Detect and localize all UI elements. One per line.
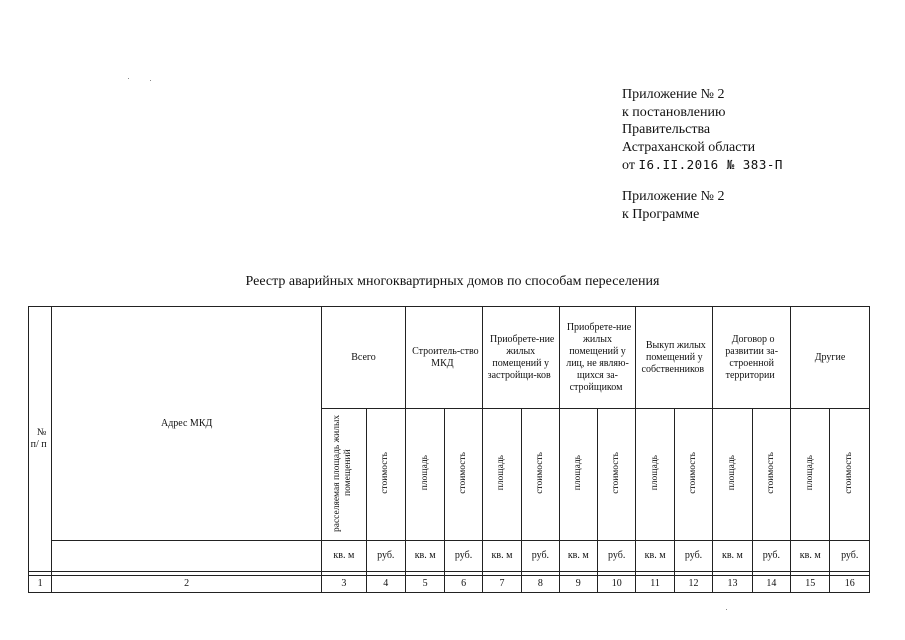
group-header: Приобрете-ние жилых помещений у лиц, не являю-щихся за-стройщиком [559, 307, 636, 409]
column-number: 1 [29, 576, 52, 593]
subheader: стоимость [366, 409, 405, 541]
col-header-number: № п/ п [29, 307, 52, 572]
subheader: стоимость [752, 409, 790, 541]
appendix-2-block [622, 188, 725, 223]
column-number-row [29, 576, 870, 593]
column-number: 8 [522, 576, 559, 593]
unit-cell: руб. [522, 541, 559, 572]
group-header: Всего [322, 307, 406, 409]
col-header-address: Адрес МКД [52, 307, 322, 541]
appendix-1-line: Правительства [622, 122, 711, 137]
appendix-2-line: к Программе [622, 206, 700, 222]
subheader: стоимость [522, 409, 559, 541]
subheader: расселяемая площадь жилых помещений [322, 409, 366, 541]
appendix-1-line: Астраханской области [622, 139, 756, 155]
column-number: 3 [322, 576, 366, 593]
appendix-1-block [622, 86, 783, 175]
subheader: площадь [713, 409, 752, 541]
unit-cell: руб. [830, 541, 870, 572]
group-header: Приобрете-ние жилых помещений у застройщи-ков [482, 307, 559, 409]
column-number: 2 [52, 576, 322, 593]
unit-cell: кв. м [559, 541, 597, 572]
header-row-groups [29, 307, 870, 409]
unit-cell: руб. [366, 541, 405, 572]
unit-cell: руб. [674, 541, 712, 572]
scan-speck [150, 80, 151, 81]
column-number: 15 [791, 576, 830, 593]
subheader: площадь [482, 409, 521, 541]
scan-speck [128, 78, 129, 79]
column-number: 16 [830, 576, 870, 593]
column-number: 11 [636, 576, 674, 593]
group-header: Выкуп жилых помещений у собственников [636, 307, 713, 409]
page-title: Реестр аварийных многоквартирных домов по способам переселения [245, 274, 660, 289]
unit-cell: кв. м [405, 541, 444, 572]
subheader: стоимость [674, 409, 712, 541]
subheader: площадь [559, 409, 597, 541]
registry-table [28, 306, 870, 593]
subheader: стоимость [830, 409, 870, 541]
appendix-1-line: Приложение № 2 [622, 87, 725, 102]
subheader: стоимость [445, 409, 482, 541]
subheader: площадь [405, 409, 444, 541]
unit-cell: кв. м [791, 541, 830, 572]
unit-cell: руб. [752, 541, 790, 572]
column-number: 10 [598, 576, 636, 593]
column-number: 12 [674, 576, 712, 593]
group-header: Строитель-ство МКД [405, 307, 482, 409]
column-number: 4 [366, 576, 405, 593]
column-number: 7 [482, 576, 521, 593]
subheader: площадь [636, 409, 674, 541]
unit-cell: руб. [445, 541, 482, 572]
group-header: Другие [791, 307, 870, 409]
unit-cell: кв. м [482, 541, 521, 572]
unit-cell: кв. м [713, 541, 752, 572]
subheader: площадь [791, 409, 830, 541]
unit-cell: кв. м [322, 541, 366, 572]
date-value: I6.II.2016 № 383-П [638, 157, 783, 172]
subheader: стоимость [598, 409, 636, 541]
header-row-units [29, 541, 870, 572]
appendix-1-date-line [622, 156, 783, 175]
appendix-1-line: к постановлению [622, 104, 726, 120]
scan-speck [726, 609, 727, 610]
column-number: 5 [405, 576, 444, 593]
appendix-2-line: Приложение № 2 [622, 189, 725, 204]
group-header: Договор о развитии за-строенной территории [713, 307, 791, 409]
unit-cell: кв. м [636, 541, 674, 572]
column-number: 13 [713, 576, 752, 593]
date-prefix: от [622, 158, 635, 173]
column-number: 9 [559, 576, 597, 593]
unit-cell-empty [52, 541, 322, 572]
column-number: 14 [752, 576, 790, 593]
column-number: 6 [445, 576, 482, 593]
unit-cell: руб. [598, 541, 636, 572]
